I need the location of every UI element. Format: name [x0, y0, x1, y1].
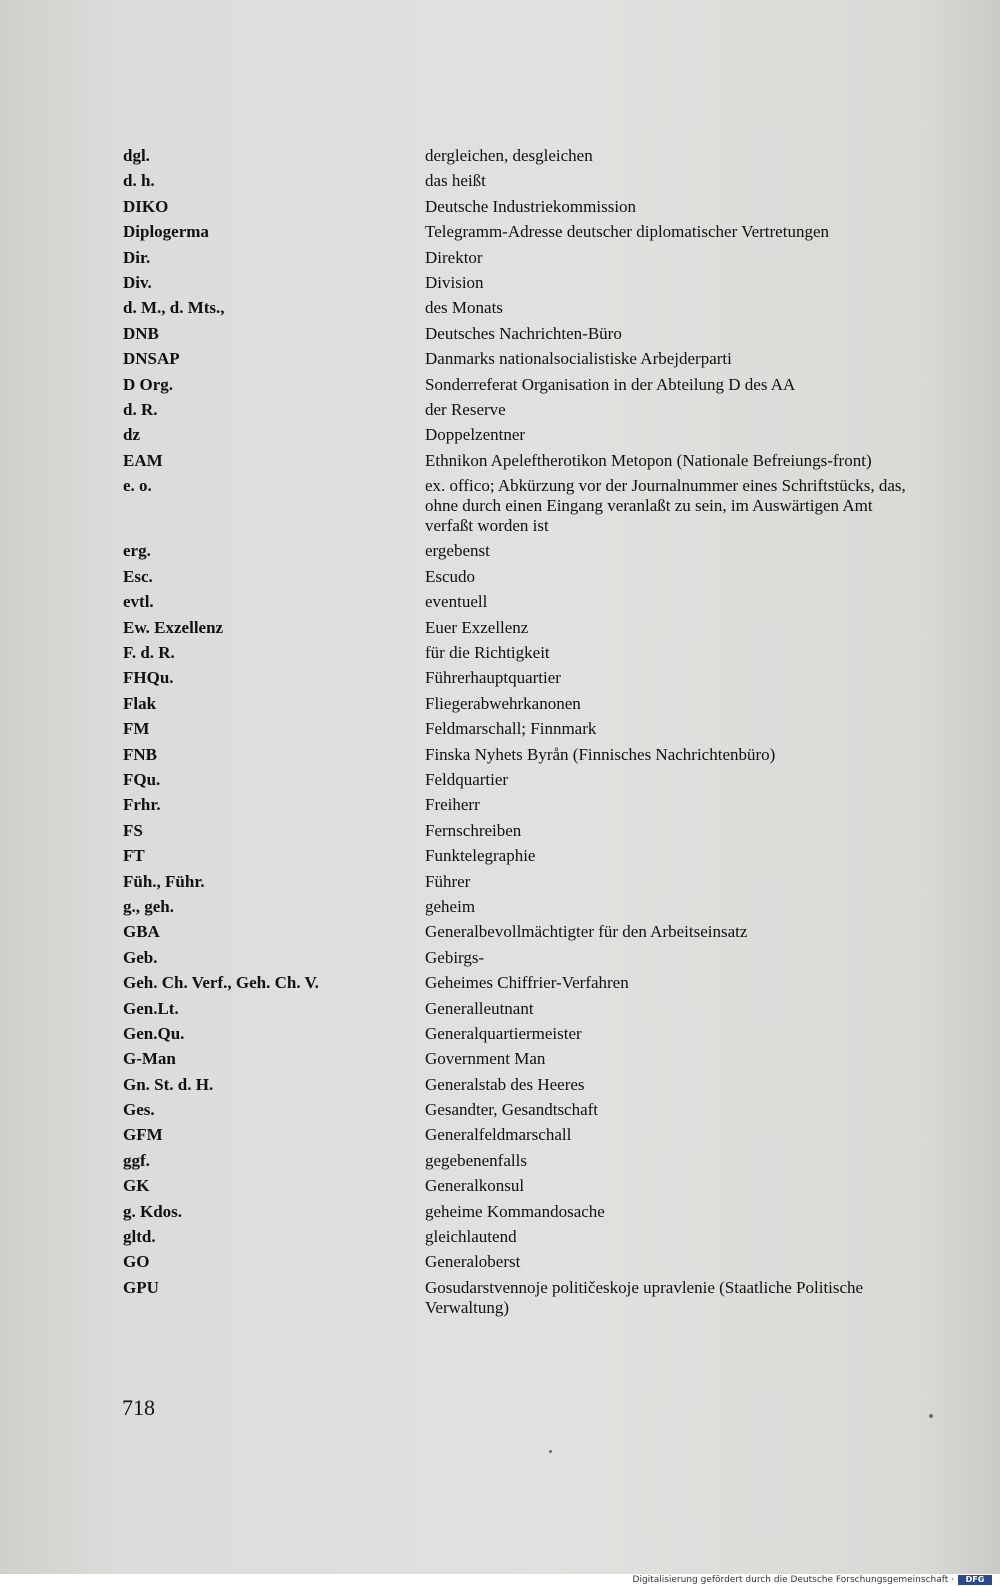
list-item — [123, 400, 923, 420]
abbreviation-term: DNB — [123, 323, 159, 343]
abbreviation-term: FT — [123, 846, 145, 866]
abbreviation-definition: Geheimes Chiffrier-Verfahren — [425, 973, 629, 993]
abbreviation-definition: eventuell — [425, 592, 488, 612]
abbreviation-term: dz — [123, 425, 140, 445]
list-item — [123, 643, 923, 663]
abbreviation-term: g., geh. — [123, 896, 174, 916]
abbreviation-term: GFM — [123, 1125, 163, 1145]
list-item — [123, 248, 923, 268]
abbreviation-definition: gegebenenfalls — [425, 1150, 527, 1170]
abbreviation-term: GBA — [123, 922, 160, 942]
abbreviation-term: Geb. — [123, 947, 158, 967]
abbreviation-definition: Generaloberst — [425, 1252, 521, 1272]
list-item — [123, 273, 923, 293]
list-item — [123, 425, 923, 445]
list-item — [123, 146, 923, 166]
abbreviation-definition: geheime Kommandosache — [425, 1201, 605, 1221]
abbreviation-term: DIKO — [123, 196, 169, 216]
print-speck — [929, 1414, 933, 1418]
abbreviation-definition: Doppelzentner — [425, 425, 526, 445]
abbreviation-term: gltd. — [123, 1227, 156, 1247]
abbreviation-term: G-Man — [123, 1049, 176, 1069]
abbreviation-term: EAM — [123, 450, 163, 470]
list-item — [123, 821, 923, 841]
list-item — [123, 1278, 923, 1318]
abbreviation-term: g. Kdos. — [123, 1201, 183, 1221]
abbreviation-term: Frhr. — [123, 795, 161, 815]
abbreviation-term: d. M., d. Mts., — [123, 298, 225, 318]
abbreviation-definition: ex. offico; Abkürzung vor der Journalnummer eines Schriftstücks, das, ohne durch einen Eingang veranlaßt zu sein, im Auswärtigen Amt verfaßt worden ist — [425, 476, 906, 536]
abbreviation-term: dgl. — [123, 146, 150, 165]
abbreviation-definition: Gesandter, Gesandtschaft — [425, 1100, 599, 1120]
abbreviation-term: d. R. — [123, 399, 158, 419]
abbreviation-term: Gn. St. d. H. — [123, 1074, 214, 1094]
abbreviation-definition: Führer — [425, 871, 471, 891]
list-item — [123, 222, 923, 242]
abbreviation-term: Ew. Exzellenz — [123, 617, 224, 637]
list-item — [123, 197, 923, 217]
list-item — [123, 1176, 923, 1196]
abbreviation-definition: Danmarks nationalsocialistiske Arbejderparti — [425, 349, 732, 369]
list-item — [123, 872, 923, 892]
list-item — [123, 948, 923, 968]
list-item — [123, 375, 923, 395]
abbreviation-term: Esc. — [123, 566, 153, 586]
abbreviation-term: Gen.Lt. — [123, 998, 179, 1018]
abbreviation-term: Dir. — [123, 247, 151, 267]
abbreviation-term: Gen.Qu. — [123, 1023, 185, 1043]
list-item — [123, 897, 923, 917]
list-item — [123, 1151, 923, 1171]
abbreviation-term: DNSAP — [123, 349, 180, 369]
abbreviation-definition: Deutsche Industriekommission — [425, 196, 637, 216]
list-item — [123, 973, 923, 993]
abbreviation-definition: Deutsches Nachrichten-Büro — [425, 323, 622, 343]
list-item — [123, 567, 923, 587]
abbreviation-term: evtl. — [123, 592, 154, 612]
list-item — [123, 1049, 923, 1069]
list-item — [123, 451, 923, 471]
list-item — [123, 1024, 923, 1044]
abbreviation-term: FHQu. — [123, 668, 174, 688]
abbreviation-definition: Escudo — [425, 566, 476, 586]
list-item — [123, 324, 923, 344]
abbreviation-definition: Feldmarschall; Finnmark — [425, 719, 597, 739]
list-item — [123, 745, 923, 765]
abbreviation-definition: Division — [425, 272, 484, 292]
abbreviation-definition: gleichlautend — [425, 1227, 517, 1247]
abbreviation-definition: Gosudarstvennoje političeskoje upravlenie (Staatliche Politische Verwaltung) — [425, 1277, 864, 1317]
abbreviation-term: GPU — [123, 1277, 159, 1297]
abbreviation-term: Ges. — [123, 1100, 155, 1120]
abbreviation-definition: Government Man — [425, 1049, 546, 1069]
abbreviation-term: GO — [123, 1252, 150, 1272]
abbreviation-term: F. d. R. — [123, 643, 175, 663]
list-item — [123, 719, 923, 739]
abbreviation-definition: Freiherr — [425, 795, 480, 815]
abbreviation-definition: Telegramm-Adresse deutscher diplomatischer Vertretungen — [425, 222, 829, 242]
abbreviation-definition: Führerhauptquartier — [425, 668, 561, 688]
dfg-logo: DFG — [958, 1575, 992, 1585]
abbreviation-term: FM — [123, 719, 150, 739]
abbreviation-definition: Sonderreferat Organisation in der Abteilung D des AA — [425, 374, 796, 394]
abbreviation-term: Geh. Ch. Verf., Geh. Ch. V. — [123, 973, 319, 993]
abbreviation-term: erg. — [123, 541, 151, 561]
abbreviation-term: FQu. — [123, 769, 161, 789]
abbreviation-term: GK — [123, 1176, 150, 1196]
footer-bar — [0, 1574, 1000, 1586]
list-item — [123, 795, 923, 815]
page-number: 718 — [122, 1395, 155, 1420]
abbreviation-definition: Direktor — [425, 247, 483, 267]
abbreviation-list — [123, 146, 923, 1323]
list-item — [123, 1202, 923, 1222]
abbreviation-definition: Generalfeldmarschall — [425, 1125, 572, 1145]
abbreviation-definition: Generalstab des Heeres — [425, 1074, 585, 1094]
abbreviation-definition: Finska Nyhets Byrån (Finnisches Nachrichtenbüro) — [425, 744, 776, 764]
abbreviation-term: Flak — [123, 693, 157, 713]
abbreviation-term: Diplogerma — [123, 222, 209, 242]
list-item — [123, 770, 923, 790]
list-item — [123, 694, 923, 714]
list-item — [123, 1252, 923, 1272]
abbreviation-definition: des Monats — [425, 298, 503, 318]
list-item — [123, 298, 923, 318]
list-item — [123, 999, 923, 1019]
abbreviation-term: ggf. — [123, 1150, 150, 1170]
list-item — [123, 1227, 923, 1247]
list-item — [123, 846, 923, 866]
print-speck — [549, 1450, 552, 1453]
list-item — [123, 668, 923, 688]
funding-notice: Digitalisierung gefördert durch die Deutsche Forschungsgemeinschaft · — [632, 1575, 954, 1585]
abbreviation-term: FNB — [123, 744, 157, 764]
abbreviation-definition: Generalkonsul — [425, 1176, 525, 1196]
abbreviation-definition: Feldquartier — [425, 769, 509, 789]
abbreviation-term: d. h. — [123, 171, 155, 191]
abbreviation-term: Div. — [123, 272, 152, 292]
list-item — [123, 1100, 923, 1120]
abbreviation-definition: ergebenst — [425, 541, 490, 561]
list-item — [123, 922, 923, 942]
abbreviation-definition: Funktelegraphie — [425, 846, 536, 866]
list-item — [123, 592, 923, 612]
abbreviation-definition: Ethnikon Apeleftherotikon Metopon (Nationale Befreiungs-front) — [425, 450, 872, 470]
abbreviation-definition: dergleichen, desgleichen — [425, 146, 593, 165]
abbreviation-definition: geheim — [425, 896, 476, 916]
list-item — [123, 1075, 923, 1095]
list-item — [123, 618, 923, 638]
list-item — [123, 1125, 923, 1145]
list-item — [123, 541, 923, 561]
abbreviation-definition: Generalbevollmächtigter für den Arbeitseinsatz — [425, 922, 748, 942]
abbreviation-definition: Generalquartiermeister — [425, 1023, 582, 1043]
abbreviation-definition: für die Richtigkeit — [425, 643, 550, 663]
abbreviation-term: FS — [123, 820, 143, 840]
abbreviation-definition: Generalleutnant — [425, 998, 534, 1018]
list-item — [123, 349, 923, 369]
list-item — [123, 171, 923, 191]
abbreviation-term: e. o. — [123, 476, 152, 496]
abbreviation-definition: Fliegerabwehrkanonen — [425, 693, 581, 713]
abbreviation-definition: Euer Exzellenz — [425, 617, 529, 637]
abbreviation-definition: der Reserve — [425, 399, 506, 419]
list-item — [123, 476, 923, 536]
abbreviation-term: D Org. — [123, 374, 174, 394]
abbreviation-term: Füh., Führ. — [123, 871, 205, 891]
abbreviation-definition: Gebirgs- — [425, 947, 485, 967]
abbreviation-definition: das heißt — [425, 171, 486, 191]
abbreviation-definition: Fernschreiben — [425, 820, 522, 840]
